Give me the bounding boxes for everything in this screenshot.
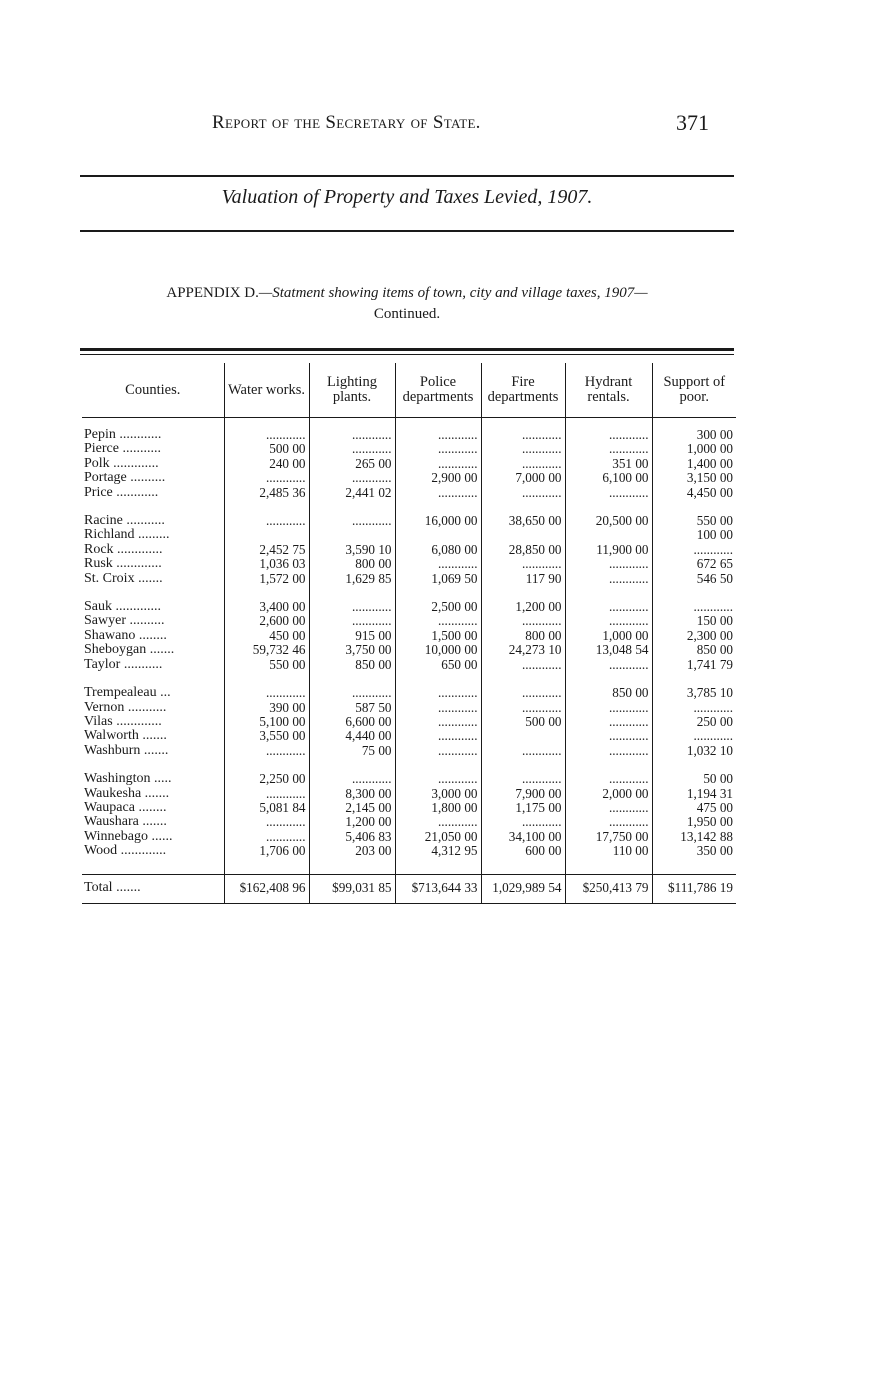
value-cell: ............ <box>309 471 395 485</box>
value-cell: ............ <box>309 772 395 786</box>
value-cell: ............ <box>224 815 309 829</box>
value-cell: 4,312 95 <box>395 844 481 858</box>
value-cell: 500 00 <box>481 715 565 729</box>
value-cell: 11,900 00 <box>565 543 652 557</box>
value-cell: 1,032 10 <box>652 744 736 758</box>
value-cell <box>395 528 481 542</box>
county-name-cell: Washington ..... <box>84 772 172 787</box>
table-row <box>82 514 736 528</box>
value-cell: ............ <box>395 772 481 786</box>
value-cell: 915 00 <box>309 629 395 643</box>
table-row <box>82 457 736 471</box>
value-cell: ............ <box>395 815 481 829</box>
value-cell: 240 00 <box>224 457 309 471</box>
value-cell: ............ <box>565 442 652 456</box>
spacer-cell <box>565 672 652 686</box>
spacer-cell <box>652 418 736 429</box>
spacer-cell <box>481 859 565 875</box>
running-head-word-report: eport of the <box>224 112 326 133</box>
appendix-description: —Statment showing items of town, city and village taxes, 1907— <box>258 285 648 301</box>
value-cell: 500 00 <box>224 442 309 456</box>
total-label: Total ....... <box>82 874 224 903</box>
value-cell: ............ <box>565 428 652 442</box>
group-spacer <box>82 859 736 875</box>
value-cell: 16,000 00 <box>395 514 481 528</box>
value-cell: ............ <box>481 457 565 471</box>
appendix-continued: Continued. <box>373 306 441 322</box>
table-row <box>82 600 736 614</box>
county-name-cell: Waupaca ........ <box>84 800 167 815</box>
spacer-cell <box>309 586 395 600</box>
table-header-row <box>82 363 736 418</box>
spacer-cell <box>82 418 224 429</box>
value-cell: ............ <box>395 686 481 700</box>
spacer-cell <box>565 500 652 514</box>
header-rule-bottom <box>80 230 734 232</box>
table-row <box>82 629 736 643</box>
page-number: 371 <box>676 110 709 135</box>
column-header-support-of-poor: Support of poor. <box>652 363 736 418</box>
value-cell: 390 00 <box>224 701 309 715</box>
total-value-cell: $162,408 96 <box>224 874 309 903</box>
value-cell: ............ <box>565 486 652 500</box>
county-name-cell: Trempealeau ... <box>84 686 171 701</box>
value-cell: ............ <box>565 744 652 758</box>
value-cell <box>309 528 395 542</box>
value-cell: 13,142 88 <box>652 830 736 844</box>
table-row <box>82 543 736 557</box>
value-cell: 59,732 46 <box>224 643 309 657</box>
value-cell: ............ <box>224 514 309 528</box>
value-cell: 150 00 <box>652 614 736 628</box>
value-cell: 3,590 10 <box>309 543 395 557</box>
value-cell: 20,500 00 <box>565 514 652 528</box>
value-cell: ............ <box>565 557 652 571</box>
value-cell: 8,300 00 <box>309 787 395 801</box>
value-cell: ............ <box>224 744 309 758</box>
value-cell: 800 00 <box>309 557 395 571</box>
table-total-row <box>82 874 736 903</box>
county-name-cell: Richland ......... <box>84 528 170 543</box>
value-cell: ............ <box>652 701 736 715</box>
running-head-initial-st: S <box>432 112 444 133</box>
value-cell: 4,450 00 <box>652 486 736 500</box>
value-cell: 28,850 00 <box>481 543 565 557</box>
county-name-cell: Sawyer .......... <box>84 614 165 629</box>
spacer-cell <box>652 758 736 772</box>
value-cell: 850 00 <box>652 643 736 657</box>
value-cell: ............ <box>224 686 309 700</box>
county-name-cell: Racine ........... <box>84 514 165 529</box>
table-row <box>82 528 736 542</box>
value-cell: 1,741 79 <box>652 658 736 672</box>
value-cell: 250 00 <box>652 715 736 729</box>
spacer-cell <box>309 672 395 686</box>
value-cell: ............ <box>481 701 565 715</box>
spacer-cell <box>82 586 224 600</box>
running-head-word-state: tate. <box>443 112 481 133</box>
spacer-cell <box>309 859 395 875</box>
group-spacer <box>82 500 736 514</box>
table-row <box>82 557 736 571</box>
table-row <box>82 744 736 758</box>
group-spacer <box>82 672 736 686</box>
spacer-cell <box>395 500 481 514</box>
appendix-caption <box>80 283 734 325</box>
spacer-cell <box>395 586 481 600</box>
spacer-cell <box>224 758 309 772</box>
spacer-cell <box>395 418 481 429</box>
spacer-cell <box>224 859 309 875</box>
total-value-cell: $250,413 79 <box>565 874 652 903</box>
county-name-cell: Portage .......... <box>84 471 166 486</box>
value-cell <box>224 528 309 542</box>
value-cell: 3,000 00 <box>395 787 481 801</box>
value-cell: 1,400 00 <box>652 457 736 471</box>
value-cell: 3,150 00 <box>652 471 736 485</box>
value-cell: ............ <box>395 442 481 456</box>
value-cell: 300 00 <box>652 428 736 442</box>
column-header-counties: Counties. <box>82 363 224 418</box>
value-cell: 850 00 <box>565 686 652 700</box>
value-cell: 1,200 00 <box>309 815 395 829</box>
column-header-lighting-plants: Lighting plants. <box>309 363 395 418</box>
spacer-cell <box>309 500 395 514</box>
table-row <box>82 614 736 628</box>
county-name-cell: Pepin ............ <box>84 428 162 442</box>
spacer-cell <box>652 672 736 686</box>
appendix-label: APPENDIX D. <box>166 285 259 301</box>
value-cell: ............ <box>481 815 565 829</box>
county-name-cell: Sauk ............. <box>84 600 161 615</box>
running-head-initial-s: S <box>325 112 337 133</box>
value-cell: ............ <box>565 658 652 672</box>
spacer-cell <box>224 500 309 514</box>
value-cell: 350 00 <box>652 844 736 858</box>
value-cell: 2,485 36 <box>224 486 309 500</box>
spacer-cell <box>565 418 652 429</box>
column-header-water-works: Water works. <box>224 363 309 418</box>
value-cell: ............ <box>395 614 481 628</box>
value-cell: 1,069 50 <box>395 572 481 586</box>
value-cell: 7,900 00 <box>481 787 565 801</box>
value-cell: 21,050 00 <box>395 830 481 844</box>
table-row <box>82 442 736 456</box>
value-cell: ............ <box>309 514 395 528</box>
table-row <box>82 787 736 801</box>
value-cell: 5,100 00 <box>224 715 309 729</box>
value-cell: 13,048 54 <box>565 643 652 657</box>
county-name-cell: Shawano ........ <box>84 628 167 643</box>
county-name-cell: Price ............ <box>84 485 159 500</box>
value-cell: 110 00 <box>565 844 652 858</box>
value-cell: 5,081 84 <box>224 801 309 815</box>
value-cell: ............ <box>481 772 565 786</box>
value-cell: 2,250 00 <box>224 772 309 786</box>
spacer-cell <box>82 500 224 514</box>
value-cell: 7,000 00 <box>481 471 565 485</box>
value-cell: ............ <box>395 744 481 758</box>
value-cell: 34,100 00 <box>481 830 565 844</box>
county-name-cell: Rock ............. <box>84 542 163 557</box>
value-cell: ............ <box>395 729 481 743</box>
value-cell: ............ <box>565 801 652 815</box>
value-cell: 100 00 <box>652 528 736 542</box>
value-cell: 2,500 00 <box>395 600 481 614</box>
value-cell: 1,000 00 <box>565 629 652 643</box>
spacer-cell <box>652 500 736 514</box>
table-rule-top-thick <box>80 348 734 351</box>
value-cell: ............ <box>481 557 565 571</box>
column-header-fire-departments: Fire departments <box>481 363 565 418</box>
value-cell: ............ <box>481 744 565 758</box>
value-cell: 1,706 00 <box>224 844 309 858</box>
county-name-cell: Waushara ....... <box>84 815 167 830</box>
county-name-cell: Vernon ........... <box>84 700 167 715</box>
table-row <box>82 715 736 729</box>
county-name-cell: Pierce ........... <box>84 442 161 457</box>
value-cell: 1,036 03 <box>224 557 309 571</box>
value-cell: 1,000 00 <box>652 442 736 456</box>
spacer-cell <box>652 586 736 600</box>
county-name-cell: Rusk ............. <box>84 557 162 572</box>
value-cell: 6,100 00 <box>565 471 652 485</box>
value-cell: ............ <box>481 428 565 442</box>
county-name-cell: Waukesha ....... <box>84 786 170 801</box>
value-cell: 2,000 00 <box>565 787 652 801</box>
value-cell: 1,175 00 <box>481 801 565 815</box>
total-value-cell: 1,029,989 54 <box>481 874 565 903</box>
table-rule-top-thin <box>80 354 734 355</box>
value-cell: 1,950 00 <box>652 815 736 829</box>
value-cell: ............ <box>481 658 565 672</box>
spacer-cell <box>565 758 652 772</box>
table-row <box>82 658 736 672</box>
value-cell: 265 00 <box>309 457 395 471</box>
group-spacer <box>82 418 736 429</box>
table-row <box>82 844 736 858</box>
value-cell: ............ <box>652 543 736 557</box>
value-cell: 550 00 <box>652 514 736 528</box>
spacer-cell <box>395 758 481 772</box>
value-cell: 800 00 <box>481 629 565 643</box>
total-value-cell: $713,644 33 <box>395 874 481 903</box>
total-value-cell: $111,786 19 <box>652 874 736 903</box>
running-head <box>212 112 481 134</box>
value-cell: 3,550 00 <box>224 729 309 743</box>
value-cell: 203 00 <box>309 844 395 858</box>
value-cell: 38,650 00 <box>481 514 565 528</box>
value-cell: 117 90 <box>481 572 565 586</box>
value-cell: 50 00 <box>652 772 736 786</box>
value-cell: 5,406 83 <box>309 830 395 844</box>
value-cell: 587 50 <box>309 701 395 715</box>
value-cell: 1,572 00 <box>224 572 309 586</box>
value-cell: 10,000 00 <box>395 643 481 657</box>
spacer-cell <box>481 758 565 772</box>
value-cell: 2,441 02 <box>309 486 395 500</box>
total-value-cell: $99,031 85 <box>309 874 395 903</box>
value-cell: 1,500 00 <box>395 629 481 643</box>
value-cell: ............ <box>395 428 481 442</box>
spacer-cell <box>82 672 224 686</box>
spacer-cell <box>224 586 309 600</box>
value-cell: ............ <box>224 428 309 442</box>
value-cell: 672 65 <box>652 557 736 571</box>
value-cell: 550 00 <box>224 658 309 672</box>
value-cell: ............ <box>565 729 652 743</box>
county-name-cell: Winnebago ...... <box>84 829 173 844</box>
value-cell: ............ <box>652 729 736 743</box>
running-head-word-secretary: ecretary of <box>336 112 433 133</box>
value-cell: 24,273 10 <box>481 643 565 657</box>
spacer-cell <box>224 418 309 429</box>
county-name-cell: Sheboygan ....... <box>84 643 175 658</box>
column-header-hydrant-rentals: Hydrant rentals. <box>565 363 652 418</box>
table-row <box>82 729 736 743</box>
value-cell: 546 50 <box>652 572 736 586</box>
value-cell: ............ <box>395 457 481 471</box>
spacer-cell <box>395 672 481 686</box>
value-cell: 3,750 00 <box>309 643 395 657</box>
value-cell: ............ <box>309 686 395 700</box>
spacer-cell <box>82 758 224 772</box>
group-spacer <box>82 586 736 600</box>
value-cell: 6,600 00 <box>309 715 395 729</box>
value-cell: 2,300 00 <box>652 629 736 643</box>
value-cell: ............ <box>565 614 652 628</box>
table-row <box>82 772 736 786</box>
spacer-cell <box>224 672 309 686</box>
spacer-cell <box>565 586 652 600</box>
value-cell: ............ <box>224 471 309 485</box>
value-cell: 600 00 <box>481 844 565 858</box>
value-cell: ............ <box>565 715 652 729</box>
value-cell: ............ <box>309 600 395 614</box>
county-name-cell: St. Croix ....... <box>84 571 163 586</box>
tax-items-table <box>82 363 736 904</box>
value-cell: 2,600 00 <box>224 614 309 628</box>
value-cell: 2,145 00 <box>309 801 395 815</box>
spacer-cell <box>652 859 736 875</box>
spacer-cell <box>82 859 224 875</box>
value-cell: ............ <box>309 614 395 628</box>
table-row <box>82 830 736 844</box>
value-cell: ............ <box>309 442 395 456</box>
spacer-cell <box>309 758 395 772</box>
table-row <box>82 486 736 500</box>
value-cell: 1,194 31 <box>652 787 736 801</box>
value-cell: 351 00 <box>565 457 652 471</box>
spacer-cell <box>395 859 481 875</box>
page-title: Valuation of Property and Taxes Levied, 1907. <box>221 186 593 208</box>
table-row <box>82 701 736 715</box>
value-cell: ............ <box>565 600 652 614</box>
value-cell: ............ <box>565 701 652 715</box>
value-cell: 6,080 00 <box>395 543 481 557</box>
value-cell: 1,200 00 <box>481 600 565 614</box>
value-cell <box>565 528 652 542</box>
value-cell: ............ <box>224 830 309 844</box>
value-cell: 475 00 <box>652 801 736 815</box>
value-cell: ............ <box>481 486 565 500</box>
county-name-cell: Walworth ....... <box>84 729 167 744</box>
value-cell: ............ <box>309 428 395 442</box>
value-cell: 1,629 85 <box>309 572 395 586</box>
spacer-cell <box>565 859 652 875</box>
value-cell: 17,750 00 <box>565 830 652 844</box>
value-cell: 75 00 <box>309 744 395 758</box>
value-cell: 850 00 <box>309 658 395 672</box>
spacer-cell <box>481 500 565 514</box>
value-cell: ............ <box>481 614 565 628</box>
spacer-cell <box>481 586 565 600</box>
value-cell: 650 00 <box>395 658 481 672</box>
spacer-cell <box>481 672 565 686</box>
table-row <box>82 686 736 700</box>
header-rule-top <box>80 175 734 177</box>
value-cell: ............ <box>565 572 652 586</box>
county-name-cell: Taylor ........... <box>84 657 163 672</box>
table-row <box>82 643 736 657</box>
value-cell: 3,400 00 <box>224 600 309 614</box>
value-cell: 450 00 <box>224 629 309 643</box>
value-cell: ............ <box>395 701 481 715</box>
value-cell <box>481 729 565 743</box>
value-cell: ............ <box>395 715 481 729</box>
value-cell: ............ <box>652 600 736 614</box>
value-cell: ............ <box>481 442 565 456</box>
table-row <box>82 572 736 586</box>
spacer-cell <box>481 418 565 429</box>
value-cell: ............ <box>395 557 481 571</box>
county-name-cell: Washburn ....... <box>84 743 169 758</box>
table-row <box>82 471 736 485</box>
value-cell: ............ <box>565 772 652 786</box>
value-cell: ............ <box>395 486 481 500</box>
value-cell: 4,440 00 <box>309 729 395 743</box>
table-row <box>82 801 736 815</box>
county-name-cell: Wood ............. <box>84 844 167 859</box>
county-name-cell: Polk ............. <box>84 456 159 471</box>
value-cell: ............ <box>565 815 652 829</box>
running-head-initial: R <box>212 112 225 133</box>
value-cell: 1,800 00 <box>395 801 481 815</box>
value-cell: 3,785 10 <box>652 686 736 700</box>
county-name-cell: Vilas ............. <box>84 714 162 729</box>
table-body <box>82 418 736 904</box>
spacer-cell <box>309 418 395 429</box>
column-header-police-departments: Police departments <box>395 363 481 418</box>
value-cell: ............ <box>481 686 565 700</box>
table-row <box>82 815 736 829</box>
group-spacer <box>82 758 736 772</box>
value-cell: 2,900 00 <box>395 471 481 485</box>
table-row <box>82 428 736 442</box>
value-cell: ............ <box>224 787 309 801</box>
value-cell <box>481 528 565 542</box>
value-cell: 2,452 75 <box>224 543 309 557</box>
